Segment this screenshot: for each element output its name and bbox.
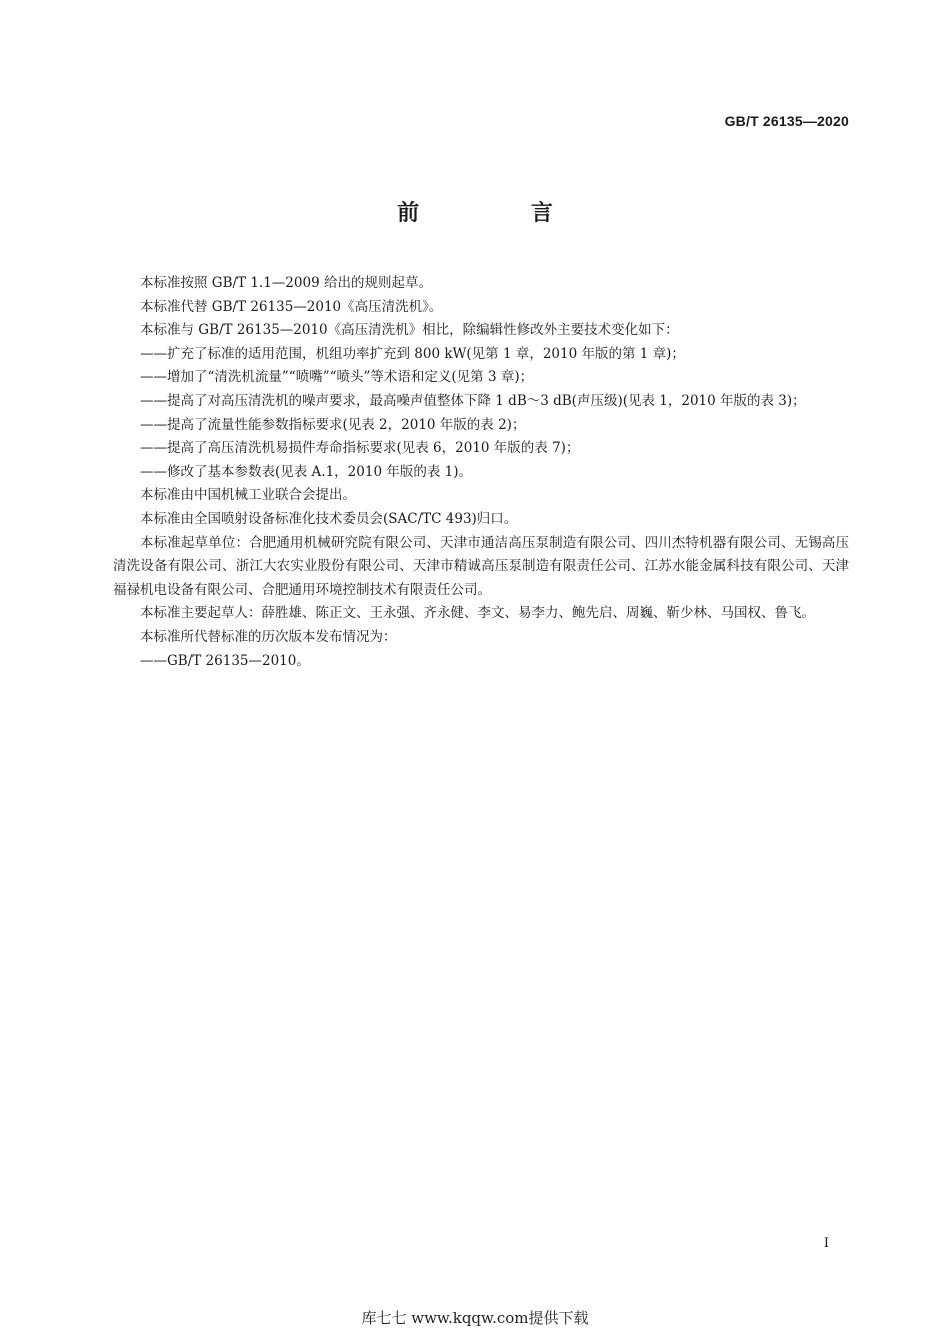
foreword-body [113, 272, 849, 673]
paragraph-proposed-by: 本标准由中国机械工业联合会提出。 [140, 487, 356, 504]
paragraph-drafters: 本标准主要起草人：薛胜雄、陈正文、王永强、齐永健、李文、易李力、鲍先启、周巍、靳少林、马国权、鲁飞。 [140, 605, 815, 622]
change-item-wear-parts: ——提高了高压清洗机易损件寿命指标要求(见表 6，2010 年版的表 7)； [140, 440, 580, 457]
download-footer: 库七七 www.kqqw.com提供下载 [361, 1309, 589, 1327]
change-item-noise: ——提高了对高压清洗机的噪声要求，最高噪声值整体下降 1 dB～3 dB(声压级)(见表 1，2010 年版的表 3)； [140, 392, 806, 409]
paragraph-replaces: 本标准代替 GB/T 26135—2010《高压清洗机》。 [140, 298, 443, 315]
paragraph-previous-editions: 本标准所代替标准的历次版本发布情况为： [140, 628, 397, 645]
previous-edition-item: ——GB/T 26135—2010。 [140, 652, 310, 669]
standard-code: GB/T 26135—2020 [724, 113, 849, 129]
page-title: 前 言 [397, 201, 605, 226]
paragraph-administered-by: 本标准由全国喷射设备标准化技术委员会(SAC/TC 493)归口。 [140, 510, 518, 527]
paragraph-changes-intro: 本标准与 GB/T 26135—2010《高压清洗机》相比，除编辑性修改外主要技术变化如下： [140, 322, 679, 339]
paragraph-drafting-units: 本标准起草单位：合肥通用机械研究院有限公司、天津市通洁高压泵制造有限公司、四川杰特机器有限公司、无锡高压清洗设备有限公司、浙江大农实业股份有限公司、天津市精诚高压泵制造有限责任公司、江苏水能金属科技有限公司、天津福禄机电设备有限公司、合肥通用环境控制技术有限责任公司。 [113, 534, 849, 598]
change-item-flow: ——提高了流量性能参数指标要求(见表 2，2010 年版的表 2)； [140, 416, 526, 433]
change-item-scope: ——扩充了标准的适用范围，机组功率扩充到 800 kW(见第 1 章，2010 年版的第 1 章)； [140, 345, 685, 362]
paragraph-drafting-rules: 本标准按照 GB/T 1.1—2009 给出的规则起草。 [140, 275, 432, 291]
page-number: I [823, 1236, 829, 1251]
change-item-terms: ——增加了“清洗机流量”“喷嘴”“喷头”等术语和定义(见第 3 章)； [140, 369, 534, 386]
change-item-parameters: ——修改了基本参数表(见表 A.1，2010 年版的表 1)。 [140, 463, 472, 480]
